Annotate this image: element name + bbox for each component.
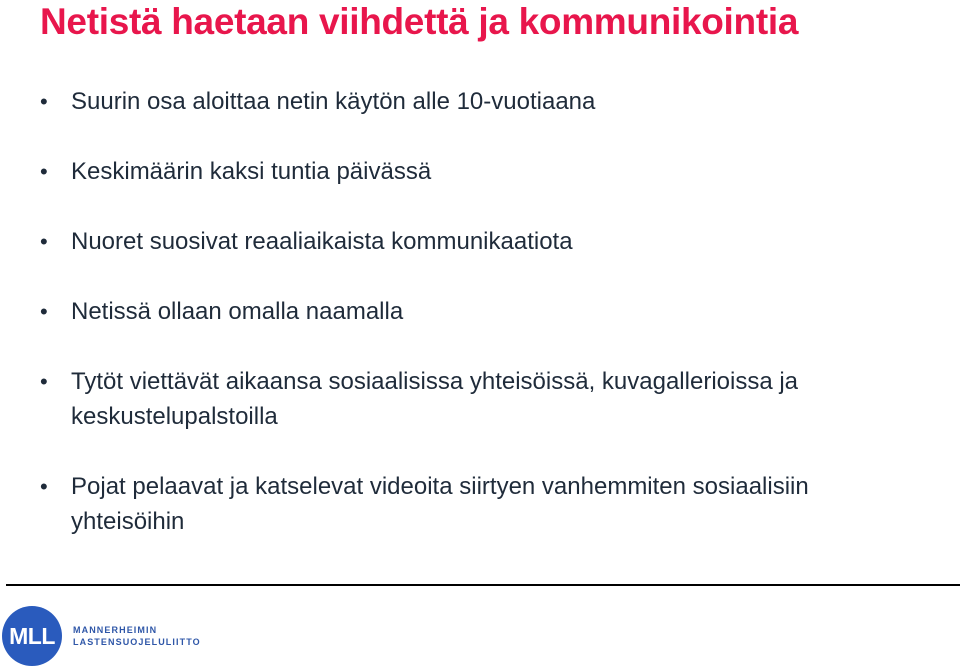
bullet-text: Keskimäärin kaksi tuntia päivässä <box>71 158 432 185</box>
bullet-dot-icon: • <box>40 89 48 114</box>
bullet-dot-icon: • <box>40 474 48 499</box>
logo-wordmark <box>73 624 201 648</box>
bullet-dot-icon: • <box>40 229 48 254</box>
bullet-text: Nuoret suosivat reaaliaikaista kommunikaatiota <box>71 228 573 255</box>
bullet-item <box>40 364 920 434</box>
logo-mark: MLL <box>9 622 55 649</box>
bullet-text: Suurin osa aloittaa netin käytön alle 10-vuotiaana <box>71 88 596 115</box>
mll-logo-badge-icon <box>2 606 62 666</box>
bullet-item <box>40 224 920 259</box>
bullet-item <box>40 154 920 189</box>
logo-line-2: LASTENSUOJELULIITTO <box>73 637 201 647</box>
logo-line-1: MANNERHEIMIN <box>73 625 158 635</box>
mll-logo <box>2 606 201 666</box>
bullet-text: Netissä ollaan omalla naamalla <box>71 298 404 325</box>
bullet-text: Pojat pelaavat ja katselevat videoita siirtyen vanhemmiten sosiaalisiin yhteisöihin <box>71 473 809 535</box>
bullet-dot-icon: • <box>40 159 48 184</box>
bullet-item <box>40 294 920 329</box>
bullet-dot-icon: • <box>40 299 48 324</box>
bullet-item <box>40 469 920 539</box>
bullet-list <box>40 84 920 574</box>
bullet-text: Tytöt viettävät aikaansa sosiaalisissa yhteisöissä, kuvagallerioissa ja keskustelupalstoilla <box>71 368 799 430</box>
footer-divider <box>6 584 960 586</box>
slide-title: Netistä haetaan viihdettä ja kommunikointia <box>40 1 799 42</box>
bullet-dot-icon: • <box>40 369 48 394</box>
bullet-item <box>40 84 920 119</box>
